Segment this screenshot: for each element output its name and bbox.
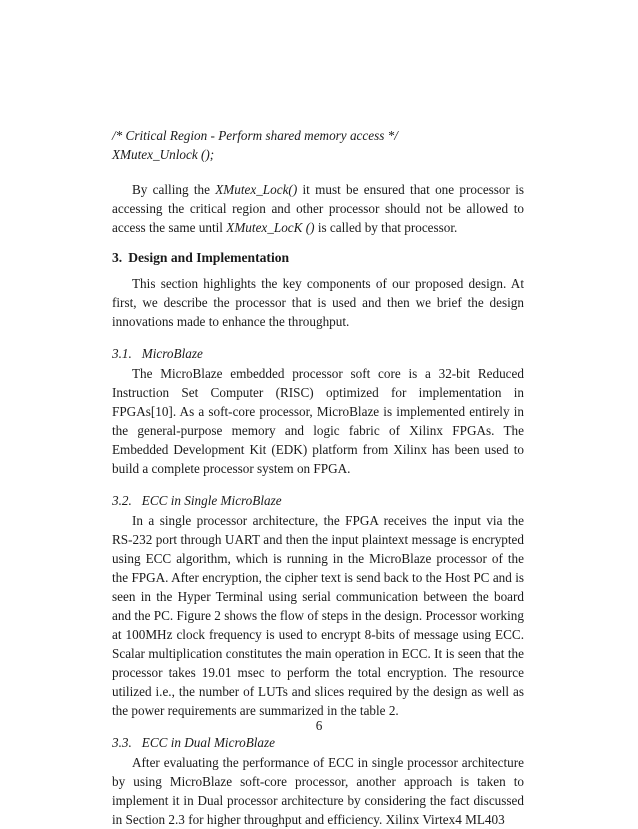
subsection-number: 3.1. (112, 346, 132, 361)
section-number: 3. (112, 250, 123, 265)
subsection-number: 3.2. (112, 493, 132, 508)
text-run: is called by that processor. (314, 220, 458, 235)
section-title-text: Design and Implementation (128, 250, 290, 265)
text-run: it must be ensured that one processor is accessing the critical region and other processor should not be allowed to access the same until (112, 182, 524, 235)
subsection-title-text: ECC in Single MicroBlaze (141, 493, 282, 508)
subsection-title-text: MicroBlaze (141, 346, 203, 361)
section-intro-paragraph: This section highlights the key components of our proposed design. At first, we describe the processor that is used and then we brief the design innovations made to enhance the throughput. (112, 276, 524, 329)
paragraph-microblaze: The MicroBlaze embedded processor soft core is a 32-bit Reduced Instruction Set Computer (RISC) optimized for implementation in FPGAs[10]. As a soft-core processor, MicroBlaze is implemented entirely in the general-purpose memory and logic fabric of Xilinx FPGAs. The Embedded Development Kit (EDK) platform from Xilinx has been used to build a complete processor system on FPGA. (112, 366, 524, 476)
subsection-heading-single (112, 491, 524, 510)
text-run: By calling the (132, 182, 216, 197)
subsection-heading-dual (112, 733, 524, 752)
function-name-lock: XMutex_Lock() (215, 182, 298, 197)
paragraph-mutex-lock (112, 180, 524, 237)
subsection-title-text: ECC in Dual MicroBlaze (141, 735, 275, 750)
subsection-number: 3.3. (112, 735, 132, 750)
function-name-lock-2: XMutex_LocK () (226, 220, 315, 235)
paragraph-single-microblaze: In a single processor architecture, the FPGA receives the input via the RS-232 port through UART and then the input plaintext message is encrypted using ECC algorithm, which is running in the MicroBlaze processor of the the FPGA. After encryption, the cipher text is send back to the Host PC and is seen in the Hyper Terminal using serial communication between the board and the PC. Figure 2 shows the flow of steps in the design. Processor working at 100MHz clock frequency is used to encrypt 8-bits of message using ECC. Scalar multiplication constitutes the main operation in ECC. It is seen that the processor takes 19.01 msec to perform the total encryption. The resource utilized i.e., the number of LUTs and slices required by the design as well as the power requirements are summarized in the table 2. (112, 513, 524, 718)
page-number: 6 (315, 718, 323, 733)
paragraph-dual-microblaze: After evaluating the performance of ECC in single processor architecture by using MicroBlaze soft-core processor, another approach is taken to implement it in Dual processor architecture by considering the fact discussed in Section 2.3 for higher throughput and efficiency. Xilinx Virtex4 ML403 (112, 755, 524, 827)
code-comment-line: /* Critical Region - Perform shared memory access */ (112, 128, 398, 143)
subsection-heading-microblaze (112, 344, 524, 363)
code-unlock-line: XMutex_Unlock (); (112, 147, 215, 162)
section-heading (112, 248, 524, 267)
